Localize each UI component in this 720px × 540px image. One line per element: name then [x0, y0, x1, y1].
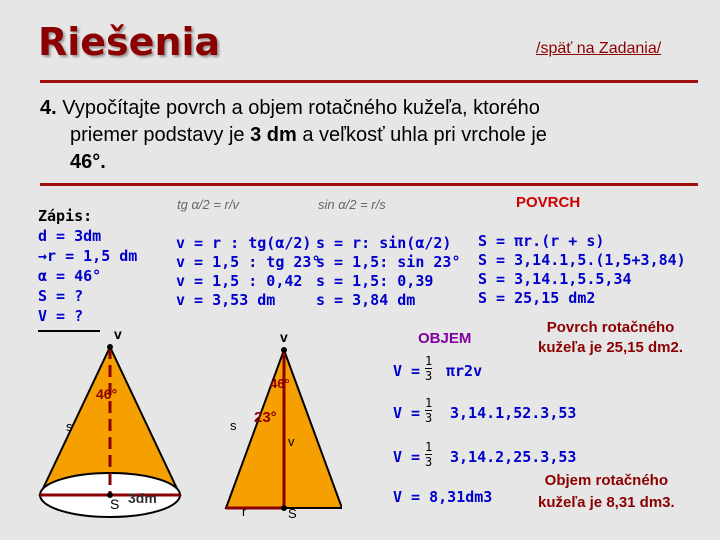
volume-eq-2: V =: [393, 404, 421, 422]
tg-formula: tg α/2 = r/v: [177, 197, 239, 212]
v-calc-line: v = 3,53 dm: [176, 291, 276, 309]
fig2-s-label: s: [230, 418, 237, 433]
surface-line: S = 25,15 dm2: [478, 289, 596, 307]
volume-line1: πr2v: [446, 362, 483, 380]
task-text: [40, 95, 680, 176]
fig1-diameter-label: 3dm: [128, 490, 157, 506]
title-divider: [40, 80, 698, 83]
volume-line2: 3,14.1,52.3,53: [450, 404, 577, 422]
s-calc-line: s = 1,5: 0,39: [316, 272, 434, 290]
fraction-one-third: 1 3: [425, 396, 433, 425]
volume-heading: OBJEM: [418, 330, 472, 347]
fig1-s-label: s: [66, 419, 73, 434]
volume-result: [538, 470, 675, 514]
fig2-r-label: r: [242, 504, 247, 519]
surface-heading: POVRCH: [516, 194, 581, 211]
task-number: 4.: [40, 97, 57, 119]
given-V: V = ?: [38, 307, 84, 325]
page-title: Riešenia: [38, 20, 221, 64]
volume-eq-3: V =: [393, 448, 421, 466]
v-calc-line: v = r : tg(α/2): [176, 234, 312, 252]
s-calc-line: s = r: sin(α/2): [316, 234, 452, 252]
given-heading: Zápis:: [38, 207, 93, 225]
s-calc-line: s = 3,84 dm: [316, 291, 416, 309]
volume-eq-1: V =: [393, 362, 421, 380]
s-calc-line: s = 1,5: sin 23°: [316, 253, 461, 271]
given-block: [38, 206, 137, 326]
fig1-S-label: S: [110, 496, 120, 512]
sin-formula: sin α/2 = r/s: [318, 197, 386, 212]
fig1-v-label: v: [114, 326, 122, 342]
fig2-v-label: v: [280, 330, 288, 345]
fig2-angle-label: 46°: [270, 376, 290, 391]
s-calculation: [316, 234, 461, 310]
v-calculation: [176, 234, 321, 310]
cross-section-figure: [212, 330, 342, 520]
task-divider: [40, 183, 698, 186]
surface-line: S = πr.(r + s): [478, 232, 605, 250]
fig2-v-side-label: v: [288, 434, 295, 449]
surface-result: [538, 318, 683, 358]
back-link[interactable]: /späť na Zadania/: [536, 40, 662, 57]
given-r: →r = 1,5 dm: [38, 247, 138, 265]
cone-figure: [18, 325, 208, 535]
v-calc-line: v = 1,5 : tg 23°: [176, 253, 321, 271]
surface-line: S = 3,14.1,5.5,34: [478, 270, 632, 288]
apex-point: [107, 344, 113, 350]
volume-result-value: V = 8,31dm3: [393, 488, 493, 506]
volume-result-line2: kužeľa je 8,31 dm3.: [538, 494, 675, 511]
given-d: d = 3dm: [38, 227, 102, 245]
volume-line3: 3,14.2,25.3,53: [450, 448, 577, 466]
fraction-one-third: 1 3: [425, 354, 433, 383]
task-line2: priemer podstavy je 3 dm a veľkosť uhla pri vrchole je: [70, 124, 547, 146]
surface-result-line1: Povrch rotačného: [546, 319, 675, 336]
given-S: S = ?: [38, 287, 84, 305]
v-calc-line: v = 1,5 : 0,42: [176, 272, 303, 290]
surface-result-line2: kužeľa je 25,15 dm2.: [538, 339, 684, 356]
surface-calculation: [478, 232, 686, 308]
fig2-S-label: S: [288, 506, 297, 520]
volume-result-line1: Objem rotačného: [544, 472, 669, 489]
task-line3: 46°.: [70, 151, 106, 173]
apex-point: [281, 347, 287, 353]
surface-line: S = 3,14.1,5.(1,5+3,84): [478, 251, 686, 269]
fraction-one-third: 1 3: [425, 440, 433, 469]
given-alpha: α = 46°: [38, 267, 102, 285]
center-point: [281, 505, 287, 511]
fig1-angle-label: 46°: [96, 386, 118, 402]
fig2-half-angle-label: 23°: [254, 409, 277, 426]
task-line1: Vypočítajte povrch a objem rotačného kužeľa, ktorého: [62, 97, 540, 119]
